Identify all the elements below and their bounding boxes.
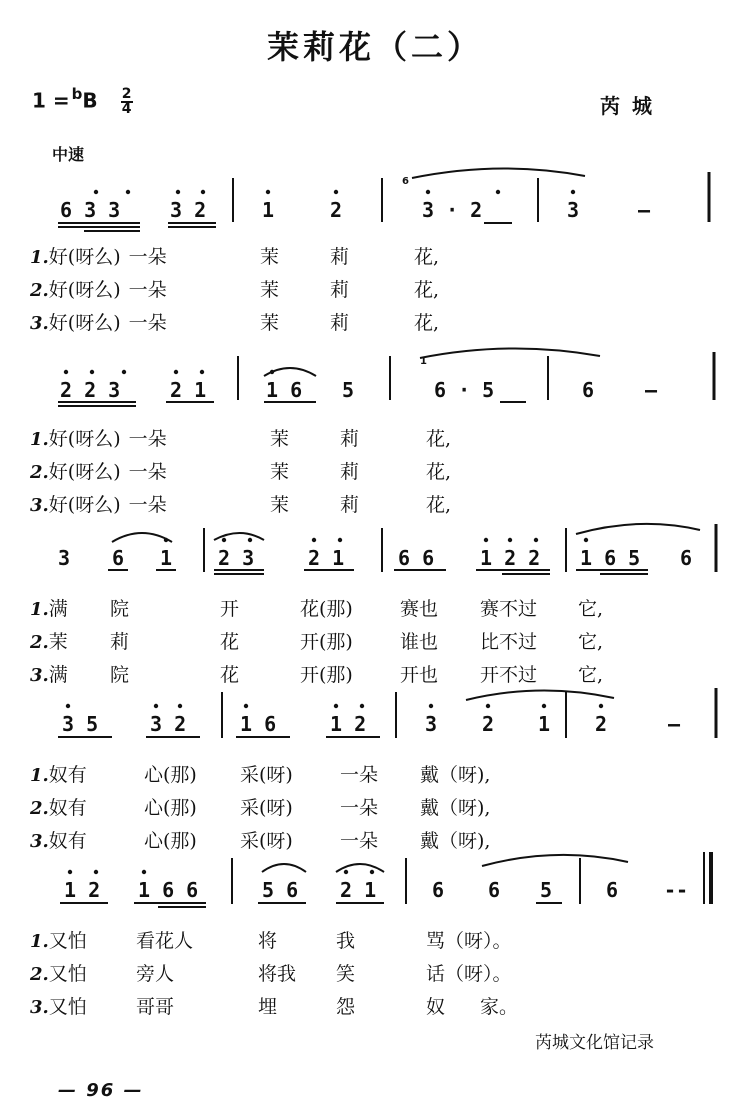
note-group: 1 6 6	[138, 878, 199, 902]
note-group: 2 1	[340, 878, 377, 902]
verse-line: 2.奴有 心(那) 采(呀) 一朵 戴（呀),	[30, 797, 491, 819]
verse-line: 1.奴有 心(那) 采(呀) 一朵 戴（呀),	[30, 764, 491, 786]
tempo-marking: 中速	[52, 145, 85, 164]
flat-sign: b	[71, 84, 83, 103]
song-title: 茉莉花（二）	[266, 28, 483, 66]
verse-line: 3.满 院 花 开(那) 开也 开不过 它,	[30, 664, 604, 686]
page-number: — 96 —	[58, 1080, 144, 1101]
note: 6	[582, 378, 595, 402]
time-bottom: 4	[121, 101, 132, 117]
key-prefix: 1 =	[32, 88, 70, 113]
verse-line: 1.好(呀么) 一朵 茉 莉 花,	[30, 428, 452, 450]
dash: --	[664, 878, 689, 902]
note-group: 6 6	[398, 546, 435, 570]
verse-line: 1.好(呀么) 一朵 茉 莉 花,	[30, 246, 440, 268]
note: 3	[567, 198, 580, 222]
note: 2	[482, 712, 495, 736]
verse-line: 3.又怕 哥哥 埋 怨 奴 家。	[30, 996, 519, 1018]
verse-line: 2.好(呀么) 一朵 茉 莉 花,	[30, 461, 452, 483]
note-group: 5 6	[262, 878, 299, 902]
verse-line: 2.好(呀么) 一朵 茉 莉 花,	[30, 279, 440, 301]
verse-line: 3.好(呀么) 一朵 茉 莉 花,	[30, 494, 452, 516]
note-group: 1 6 5	[580, 546, 641, 570]
note: 1	[262, 198, 275, 222]
grace-note: 6	[402, 176, 409, 187]
note-group: 6 · 5	[434, 378, 495, 402]
note: 1	[538, 712, 551, 736]
note-group: 2 1	[170, 378, 207, 402]
note-group: 2 2 3	[60, 378, 121, 402]
note-group: 3 5	[62, 712, 99, 736]
note-group: 1 2	[64, 878, 101, 902]
time-top: 2	[121, 86, 132, 102]
grace-note: 1	[420, 356, 427, 367]
note-group: 3 2	[170, 198, 207, 222]
verse-line: 1.满 院 开 花(那) 赛也 赛不过 它,	[30, 598, 604, 620]
note-group: 3 2	[150, 712, 187, 736]
note: 5	[342, 378, 355, 402]
transcription-credit: 芮城文化馆记录	[535, 1033, 654, 1053]
note-group: 3 · 2	[422, 198, 483, 222]
region-label: 芮城	[600, 94, 664, 118]
verse-line: 2.茉 莉 花 开(那) 谁也 比不过 它,	[30, 631, 604, 653]
key-note: B	[82, 88, 98, 113]
note: 2	[595, 712, 608, 736]
note-group: 1 6	[240, 712, 277, 736]
note-group: 1 6	[266, 378, 303, 402]
verse-line: 3.好(呀么) 一朵 茉 莉 花,	[30, 312, 440, 334]
note: 6	[432, 878, 445, 902]
verse-line: 3.奴有 心(那) 采(呀) 一朵 戴（呀),	[30, 830, 491, 852]
note-group: 1 2 2	[480, 546, 541, 570]
note: 6	[680, 546, 693, 570]
note-group: 2 1	[308, 546, 345, 570]
note: 3	[58, 546, 71, 570]
note-group: 2 3	[218, 546, 255, 570]
note-group: 1 2	[330, 712, 367, 736]
note-group: 6 3 3	[60, 198, 121, 222]
verse-line: 1.又怕 看花人 将 我 骂（呀）。	[30, 930, 512, 952]
verse-line: 2.又怕 旁人 将我 笑 话（呀）。	[30, 963, 512, 985]
note: 2	[330, 198, 343, 222]
note: 6	[488, 878, 501, 902]
note: 5	[540, 878, 553, 902]
dash: –	[638, 198, 651, 222]
note: 3	[425, 712, 438, 736]
note: 1	[160, 546, 173, 570]
note: 6	[112, 546, 125, 570]
note: 6	[606, 878, 619, 902]
dash: –	[645, 378, 658, 402]
dash: –	[668, 712, 681, 736]
